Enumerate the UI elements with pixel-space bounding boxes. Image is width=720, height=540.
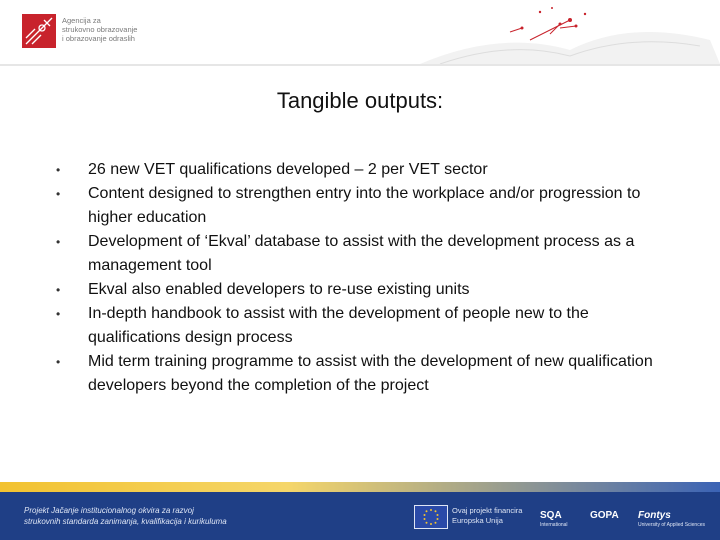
- list-item: [56, 158, 676, 182]
- fontys-logo: Fontys: [638, 510, 671, 521]
- project-name: [24, 505, 227, 527]
- bullet-text: Mid term training programme to assist with the development of new qualification developers beyond the completion of the project: [88, 353, 653, 394]
- bullet-text: In-depth handbook to assist with the development of people new to the qualifications design process: [88, 305, 589, 346]
- agency-logo: [22, 14, 182, 54]
- list-item: [56, 302, 676, 350]
- bullet-icon: •: [56, 307, 61, 321]
- header-divider: [0, 64, 720, 66]
- bullet-icon: •: [56, 355, 61, 369]
- bullet-text: Content designed to strengthen entry into the workplace and/or progression to higher education: [88, 185, 641, 226]
- bullet-icon: •: [56, 283, 61, 297]
- sqa-logo: SQA: [540, 510, 562, 521]
- eu-flag-icon: [414, 505, 448, 529]
- project-name-line: strukovnih standarda zanimanja, kvalifikacija i kurikuluma: [24, 517, 227, 526]
- gopa-logo: GOPA: [590, 510, 619, 521]
- list-item: [56, 350, 676, 398]
- list-item: [56, 230, 676, 278]
- eu-funding-line: Europska Unija: [452, 516, 503, 525]
- agency-logo-mark-icon: [22, 14, 56, 48]
- project-name-line: Projekt Jačanje institucionalnog okvira za razvoj: [24, 506, 194, 515]
- footer-color-band: [0, 482, 720, 492]
- bullet-text: Ekval also enabled developers to re-use existing units: [88, 281, 470, 298]
- eu-funding-note: [452, 506, 522, 526]
- slide-title: Tangible outputs:: [276, 88, 444, 113]
- list-item: [56, 278, 676, 302]
- bullet-icon: •: [56, 187, 61, 201]
- slide-header: [0, 0, 720, 66]
- agency-logo-text: [62, 16, 137, 43]
- bullet-text: 26 new VET qualifications developed – 2 per VET sector: [88, 161, 488, 178]
- logo-line: strukovno obrazovanje: [62, 25, 138, 34]
- fontys-logo-subtitle: University of Applied Sciences: [638, 522, 705, 528]
- bullet-list: [56, 158, 676, 398]
- logo-line: Agencija za: [62, 16, 101, 25]
- logo-line: i obrazovanje odraslih: [62, 34, 135, 43]
- bullet-icon: •: [56, 163, 61, 177]
- eu-funding-line: Ovaj projekt financira: [452, 506, 523, 515]
- bullet-icon: •: [56, 235, 61, 249]
- list-item: [56, 182, 676, 230]
- bullet-text: Development of ‘Ekval’ database to assist with the development process as a management tool: [88, 233, 635, 274]
- sqa-logo-subtitle: International: [540, 522, 568, 528]
- open-book-illustration: [380, 0, 720, 64]
